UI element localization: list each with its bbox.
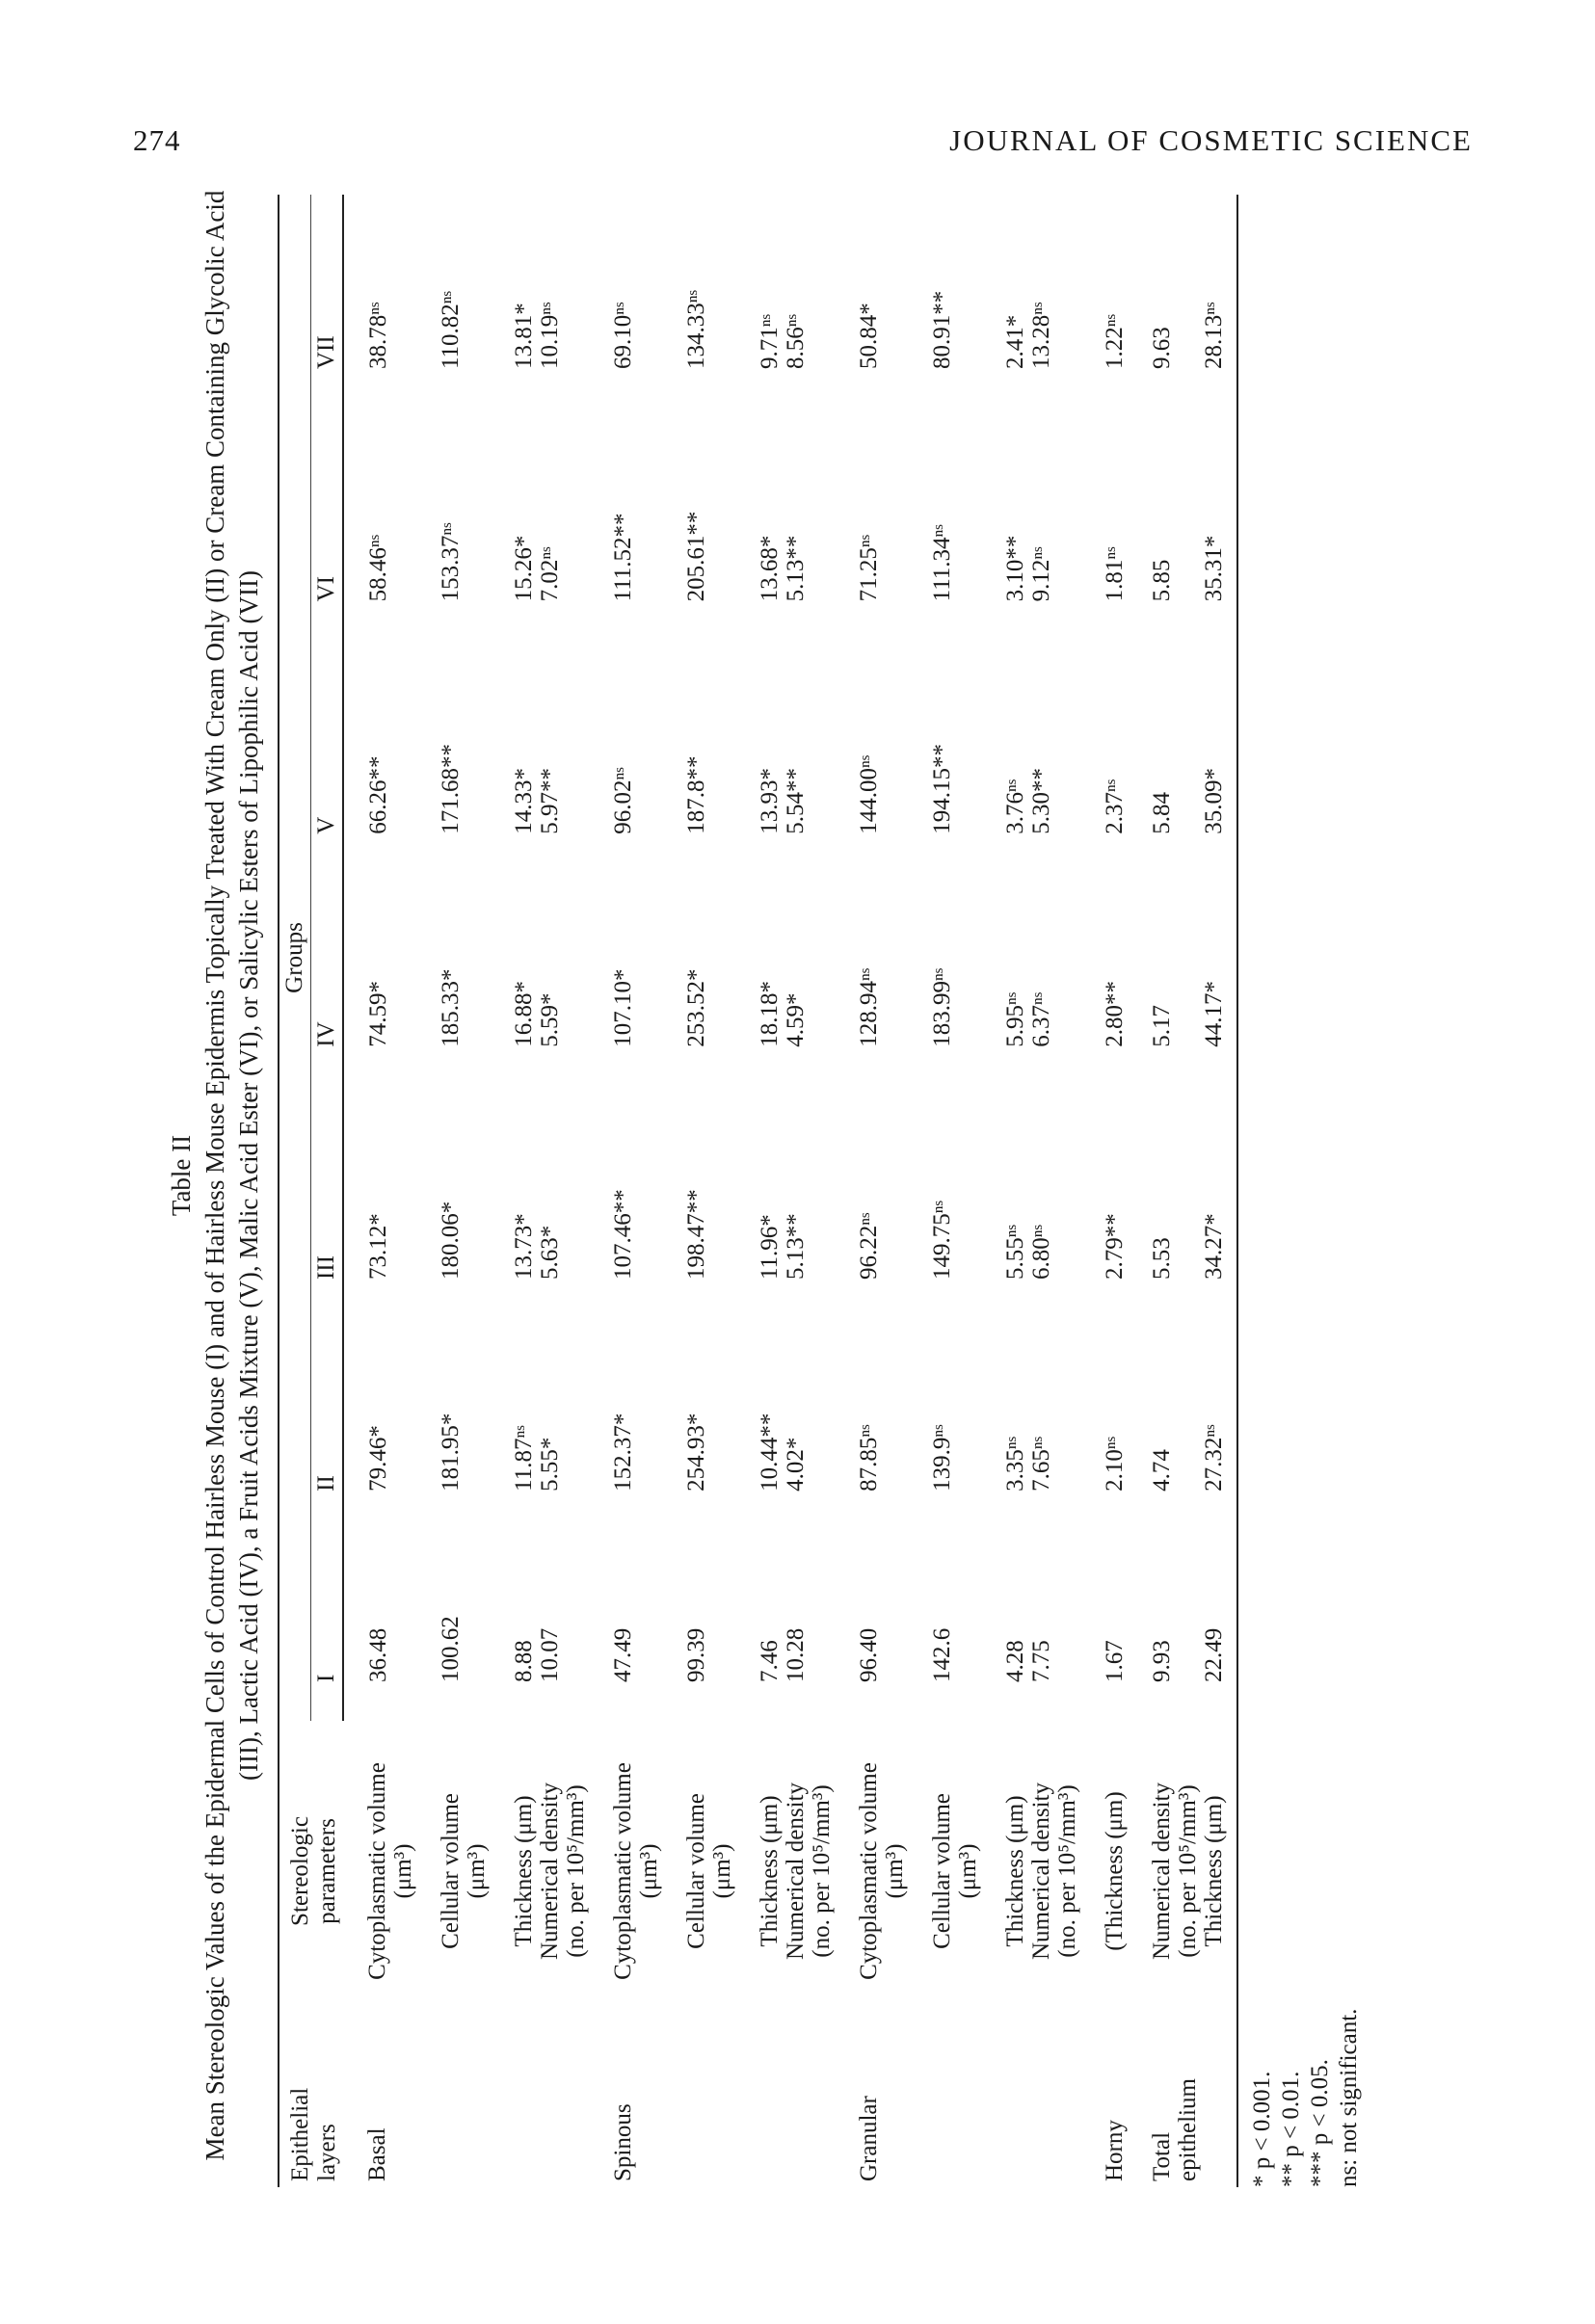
- value-cell: 99.39: [683, 1627, 709, 1682]
- value-cell: 38.78ⁿˢ: [365, 302, 391, 370]
- value-cell: 1.67: [1102, 1640, 1128, 1682]
- value-cell: 111.34ⁿˢ: [929, 524, 955, 602]
- footnote: *** p < 0.05.: [1307, 2059, 1333, 2187]
- parameter-cell: [1201, 1721, 1237, 2021]
- value-cell: 13.93*: [757, 767, 783, 834]
- value-cell: 74.59*: [365, 980, 391, 1047]
- parameter-cell: [490, 1721, 537, 2021]
- value-cell: 5.30**: [1028, 767, 1054, 834]
- table-row: [1201, 195, 1237, 2187]
- value-cell: 96.22ⁿˢ: [856, 1212, 882, 1281]
- value-cell: 5.97**: [537, 767, 563, 834]
- table-row: [1028, 195, 1080, 2187]
- value-cell: 5.13**: [783, 535, 809, 602]
- value-cell: 11.96*: [757, 1214, 783, 1281]
- value-cell: 253.52*: [683, 968, 709, 1047]
- value-cell: 47.49: [610, 1627, 636, 1682]
- stereology-table: [278, 195, 1238, 2187]
- value-cell: 9.71ⁿˢ: [757, 314, 783, 370]
- value-cell: 198.47**: [683, 1189, 709, 1281]
- value-cell: 5.17: [1149, 1004, 1175, 1047]
- value-cell: 2.41*: [1002, 314, 1028, 370]
- layer-cell: [783, 2021, 835, 2187]
- value-cell: 10.07: [537, 1627, 563, 1682]
- value-cell: 18.18*: [757, 980, 783, 1047]
- value-cell: 5.84: [1149, 791, 1175, 834]
- value-cell: 6.80ⁿˢ: [1028, 1225, 1054, 1281]
- value-cell: 1.81ⁿˢ: [1102, 546, 1128, 602]
- value-cell: 71.25ⁿˢ: [856, 534, 882, 602]
- layer-cell: [490, 2021, 537, 2187]
- value-cell: 144.00ⁿˢ: [856, 754, 882, 834]
- table-row: [981, 195, 1028, 2187]
- table-row: [589, 195, 662, 2187]
- parameter-cell: [537, 1721, 589, 2021]
- value-cell: 139.9ⁿˢ: [929, 1424, 955, 1492]
- value-cell: 36.48: [365, 1627, 391, 1682]
- value-cell: 1.22ⁿˢ: [1102, 314, 1128, 370]
- value-cell: 5.63*: [537, 1225, 563, 1281]
- footnote: ns: not significant.: [1336, 2008, 1362, 2187]
- value-cell: 10.44**: [757, 1413, 783, 1492]
- value-cell: 5.55ⁿˢ: [1002, 1225, 1028, 1281]
- table-caption-text: Mean Stereologic Values of the Epidermal Cells of Control Hairless Mouse (I) and of Hairless Mouse Epidermis Topically Treated With Cream Only (II) or Cream Containing Glycolic Acid (III), Lactic Acid (IV), a Fruit Acids Mixture (V), Malic Acid Ester (VI), or Salicylic Esters of Lipophilic Acid (VII): [200, 190, 263, 2161]
- value-cell: 2.80**: [1102, 980, 1128, 1047]
- value-cell: 5.13**: [783, 1213, 809, 1281]
- value-cell: 187.8**: [683, 755, 709, 834]
- parameter-cell: [1028, 1721, 1080, 2021]
- layer-cell: Basal: [364, 2127, 390, 2181]
- value-cell: 205.61**: [683, 511, 709, 602]
- value-cell: 142.6: [929, 1627, 955, 1682]
- value-cell: 58.46ⁿˢ: [365, 534, 391, 602]
- value-cell: 7.75: [1028, 1640, 1054, 1682]
- parameter-line: Cytoplasmatic volume: [856, 1762, 882, 1980]
- parameter-line: Numerical density: [1028, 1783, 1054, 1960]
- parameter-line: (μm³): [464, 1843, 490, 1899]
- value-cell: 13.81*: [511, 303, 537, 370]
- col-header-group-6: VI: [311, 408, 344, 640]
- parameter-cell: [343, 1721, 416, 2021]
- value-cell: 107.10*: [610, 968, 636, 1047]
- value-cell: 5.59*: [537, 992, 563, 1047]
- value-cell: 96.40: [856, 1627, 882, 1682]
- value-cell: 9.63: [1149, 327, 1175, 370]
- parameter-line: Cellular volume: [929, 1793, 955, 1949]
- parameter-cell: [416, 1721, 490, 2021]
- layer-cell: [981, 2021, 1028, 2187]
- value-cell: 79.46*: [365, 1425, 391, 1492]
- parameter-line: (no. per 10⁵/mm³): [1054, 1784, 1080, 1958]
- layer-cell: [735, 2021, 783, 2187]
- parameter-line: (no. per 10⁵/mm³): [809, 1784, 835, 1958]
- value-cell: 171.68**: [438, 743, 464, 834]
- value-cell: 10.19ⁿˢ: [537, 302, 563, 370]
- layer-cell: Spinous: [610, 2103, 636, 2181]
- col-header-group-3: III: [311, 1086, 344, 1318]
- page-number: 274: [133, 123, 181, 157]
- value-cell: 2.10ⁿˢ: [1102, 1436, 1128, 1492]
- parameter-line: Cellular volume: [438, 1793, 464, 1949]
- table-row: [835, 195, 908, 2187]
- layer-cell: Granular: [856, 2096, 882, 2181]
- value-cell: 107.46**: [610, 1189, 636, 1281]
- value-cell: 66.26**: [365, 755, 391, 834]
- value-cell: 3.35ⁿˢ: [1002, 1436, 1028, 1492]
- value-cell: 5.53: [1149, 1237, 1175, 1281]
- table-row: [735, 195, 783, 2187]
- parameter-line: Numerical density: [537, 1783, 563, 1960]
- table-body: [343, 195, 1237, 2187]
- col-header-param: Stereologic parameters: [279, 1721, 343, 2021]
- value-cell: 11.87ⁿˢ: [511, 1425, 537, 1492]
- value-cell: 2.79**: [1102, 1213, 1128, 1281]
- value-cell: 13.28ⁿˢ: [1028, 302, 1054, 370]
- value-cell: 4.74: [1149, 1449, 1175, 1492]
- parameter-line: (μm³): [709, 1843, 735, 1899]
- value-cell: 194.15**: [929, 743, 955, 834]
- value-cell: 128.94ⁿˢ: [856, 967, 882, 1047]
- value-cell: 180.06*: [438, 1201, 464, 1281]
- layer-cell: [908, 2021, 981, 2187]
- value-cell: 8.56ⁿˢ: [783, 314, 809, 370]
- value-cell: 34.27*: [1201, 1086, 1237, 1318]
- parameter-cell: [1080, 1721, 1128, 2021]
- value-cell: 5.95ⁿˢ: [1002, 991, 1028, 1047]
- parameter-line: (μm³): [882, 1843, 908, 1899]
- table-row: [1128, 195, 1201, 2187]
- parameter-line: (μm³): [955, 1843, 981, 1899]
- col-header-group-5: V: [311, 640, 344, 872]
- value-cell: 7.02ⁿˢ: [537, 546, 563, 602]
- parameter-cell: [908, 1721, 981, 2021]
- value-cell: 3.10**: [1002, 535, 1028, 602]
- value-cell: 13.68*: [757, 535, 783, 602]
- running-head: [133, 123, 1473, 162]
- value-cell: 28.13ⁿˢ: [1201, 195, 1237, 408]
- layer-cell: [537, 2021, 589, 2187]
- value-cell: 100.62: [438, 1616, 464, 1682]
- value-cell: 153.37ⁿˢ: [438, 522, 464, 602]
- parameter-line: Numerical density: [1149, 1783, 1175, 1960]
- value-cell: 134.33ⁿˢ: [683, 290, 709, 370]
- value-cell: 5.55*: [537, 1437, 563, 1492]
- table-row: [490, 195, 537, 2187]
- table-row: [1080, 195, 1128, 2187]
- value-cell: 4.28: [1002, 1640, 1028, 1682]
- value-cell: 73.12*: [365, 1213, 391, 1281]
- value-cell: 10.28: [783, 1627, 809, 1682]
- table-label: Table II: [167, 1134, 196, 1217]
- parameter-line: (no. per 10⁵/mm³): [563, 1784, 589, 1958]
- value-cell: 15.26*: [511, 535, 537, 602]
- value-cell: 181.95*: [438, 1413, 464, 1492]
- parameter-line: Cellular volume: [683, 1793, 709, 1949]
- value-cell: 3.76ⁿˢ: [1002, 779, 1028, 834]
- value-cell: 4.59*: [783, 992, 809, 1047]
- col-header-layer: Epithelial layers: [279, 2021, 343, 2187]
- layer-cell: Total epithelium: [1149, 2078, 1201, 2181]
- value-cell: 254.93*: [683, 1413, 709, 1492]
- parameter-line: (Thickness (μm): [1102, 1791, 1128, 1951]
- rotated-table-block: [159, 164, 1362, 2187]
- value-cell: 8.88: [511, 1640, 537, 1682]
- value-cell: 7.46: [757, 1640, 783, 1682]
- parameter-line: Thickness (μm): [757, 1795, 783, 1947]
- value-cell: 87.85ⁿˢ: [856, 1424, 882, 1492]
- value-cell: 5.54**: [783, 767, 809, 834]
- col-header-group-2: II: [311, 1318, 344, 1530]
- value-cell: 4.02*: [783, 1437, 809, 1492]
- value-cell: 9.93: [1149, 1640, 1175, 1682]
- table-row: [783, 195, 835, 2187]
- value-cell: 183.99ⁿˢ: [929, 967, 955, 1047]
- parameter-cell: [1128, 1721, 1201, 2021]
- footnote: ** p < 0.01.: [1278, 2071, 1304, 2187]
- parameter-cell: [589, 1721, 662, 2021]
- value-cell: 111.52**: [610, 513, 636, 602]
- table-row: [416, 195, 490, 2187]
- table-row: [537, 195, 589, 2187]
- parameter-cell: [735, 1721, 783, 2021]
- value-cell: 16.88*: [511, 980, 537, 1047]
- table-row: [662, 195, 735, 2187]
- parameter-cell: [783, 1721, 835, 2021]
- value-cell: 5.85: [1149, 559, 1175, 602]
- value-cell: 2.37ⁿˢ: [1102, 779, 1128, 834]
- value-cell: 69.10ⁿˢ: [610, 302, 636, 370]
- table-row: [908, 195, 981, 2187]
- value-cell: 6.37ⁿˢ: [1028, 991, 1054, 1047]
- parameter-line: Thickness (μm): [511, 1795, 537, 1947]
- col-header-group-4: IV: [311, 873, 344, 1086]
- value-cell: 44.17*: [1201, 873, 1237, 1086]
- value-cell: 22.49: [1201, 1530, 1237, 1721]
- col-header-groups: Groups: [279, 195, 311, 1721]
- parameter-line: Thickness (μm): [1201, 1795, 1227, 1947]
- col-header-group-7: VII: [311, 195, 344, 408]
- value-cell: 50.84*: [856, 303, 882, 370]
- journal-title: JOURNAL OF COSMETIC SCIENCE: [949, 123, 1473, 157]
- col-header-group-1: I: [311, 1530, 344, 1721]
- value-cell: 152.37*: [610, 1413, 636, 1492]
- parameter-line: Cytoplasmatic volume: [364, 1762, 390, 1980]
- value-cell: 9.12ⁿˢ: [1028, 546, 1054, 602]
- layer-cell: Horny: [1102, 2120, 1128, 2181]
- value-cell: 35.09*: [1201, 640, 1237, 872]
- layer-cell: [416, 2021, 490, 2187]
- value-cell: 13.73*: [511, 1213, 537, 1281]
- parameter-cell: [835, 1721, 908, 2021]
- value-cell: 14.33*: [511, 767, 537, 834]
- parameter-line: (μm³): [636, 1843, 662, 1899]
- table-footnotes: [1248, 164, 1364, 2187]
- footnote: * p < 0.001.: [1249, 2071, 1275, 2187]
- table-caption: [165, 164, 266, 2187]
- value-cell: 149.75ⁿˢ: [929, 1201, 955, 1281]
- value-cell: 80.91**: [929, 290, 955, 370]
- layer-cell: [1201, 2021, 1237, 2187]
- value-cell: 7.65ⁿˢ: [1028, 1436, 1054, 1492]
- parameter-line: (μm³): [390, 1843, 416, 1899]
- parameter-line: Cytoplasmatic volume: [610, 1762, 636, 1980]
- value-cell: 35.31*: [1201, 408, 1237, 640]
- layer-cell: [1028, 2021, 1080, 2187]
- parameter-line: (no. per 10⁵/mm³): [1175, 1784, 1201, 1958]
- parameter-cell: [981, 1721, 1028, 2021]
- table-row: [343, 195, 416, 2187]
- parameter-line: Thickness (μm): [1002, 1795, 1028, 1947]
- layer-cell: [662, 2021, 735, 2187]
- value-cell: 27.32ⁿˢ: [1201, 1318, 1237, 1530]
- parameter-line: Numerical density: [783, 1783, 809, 1960]
- parameter-cell: [662, 1721, 735, 2021]
- value-cell: 185.33*: [438, 968, 464, 1047]
- value-cell: 110.82ⁿˢ: [438, 291, 464, 370]
- value-cell: 96.02ⁿˢ: [610, 767, 636, 834]
